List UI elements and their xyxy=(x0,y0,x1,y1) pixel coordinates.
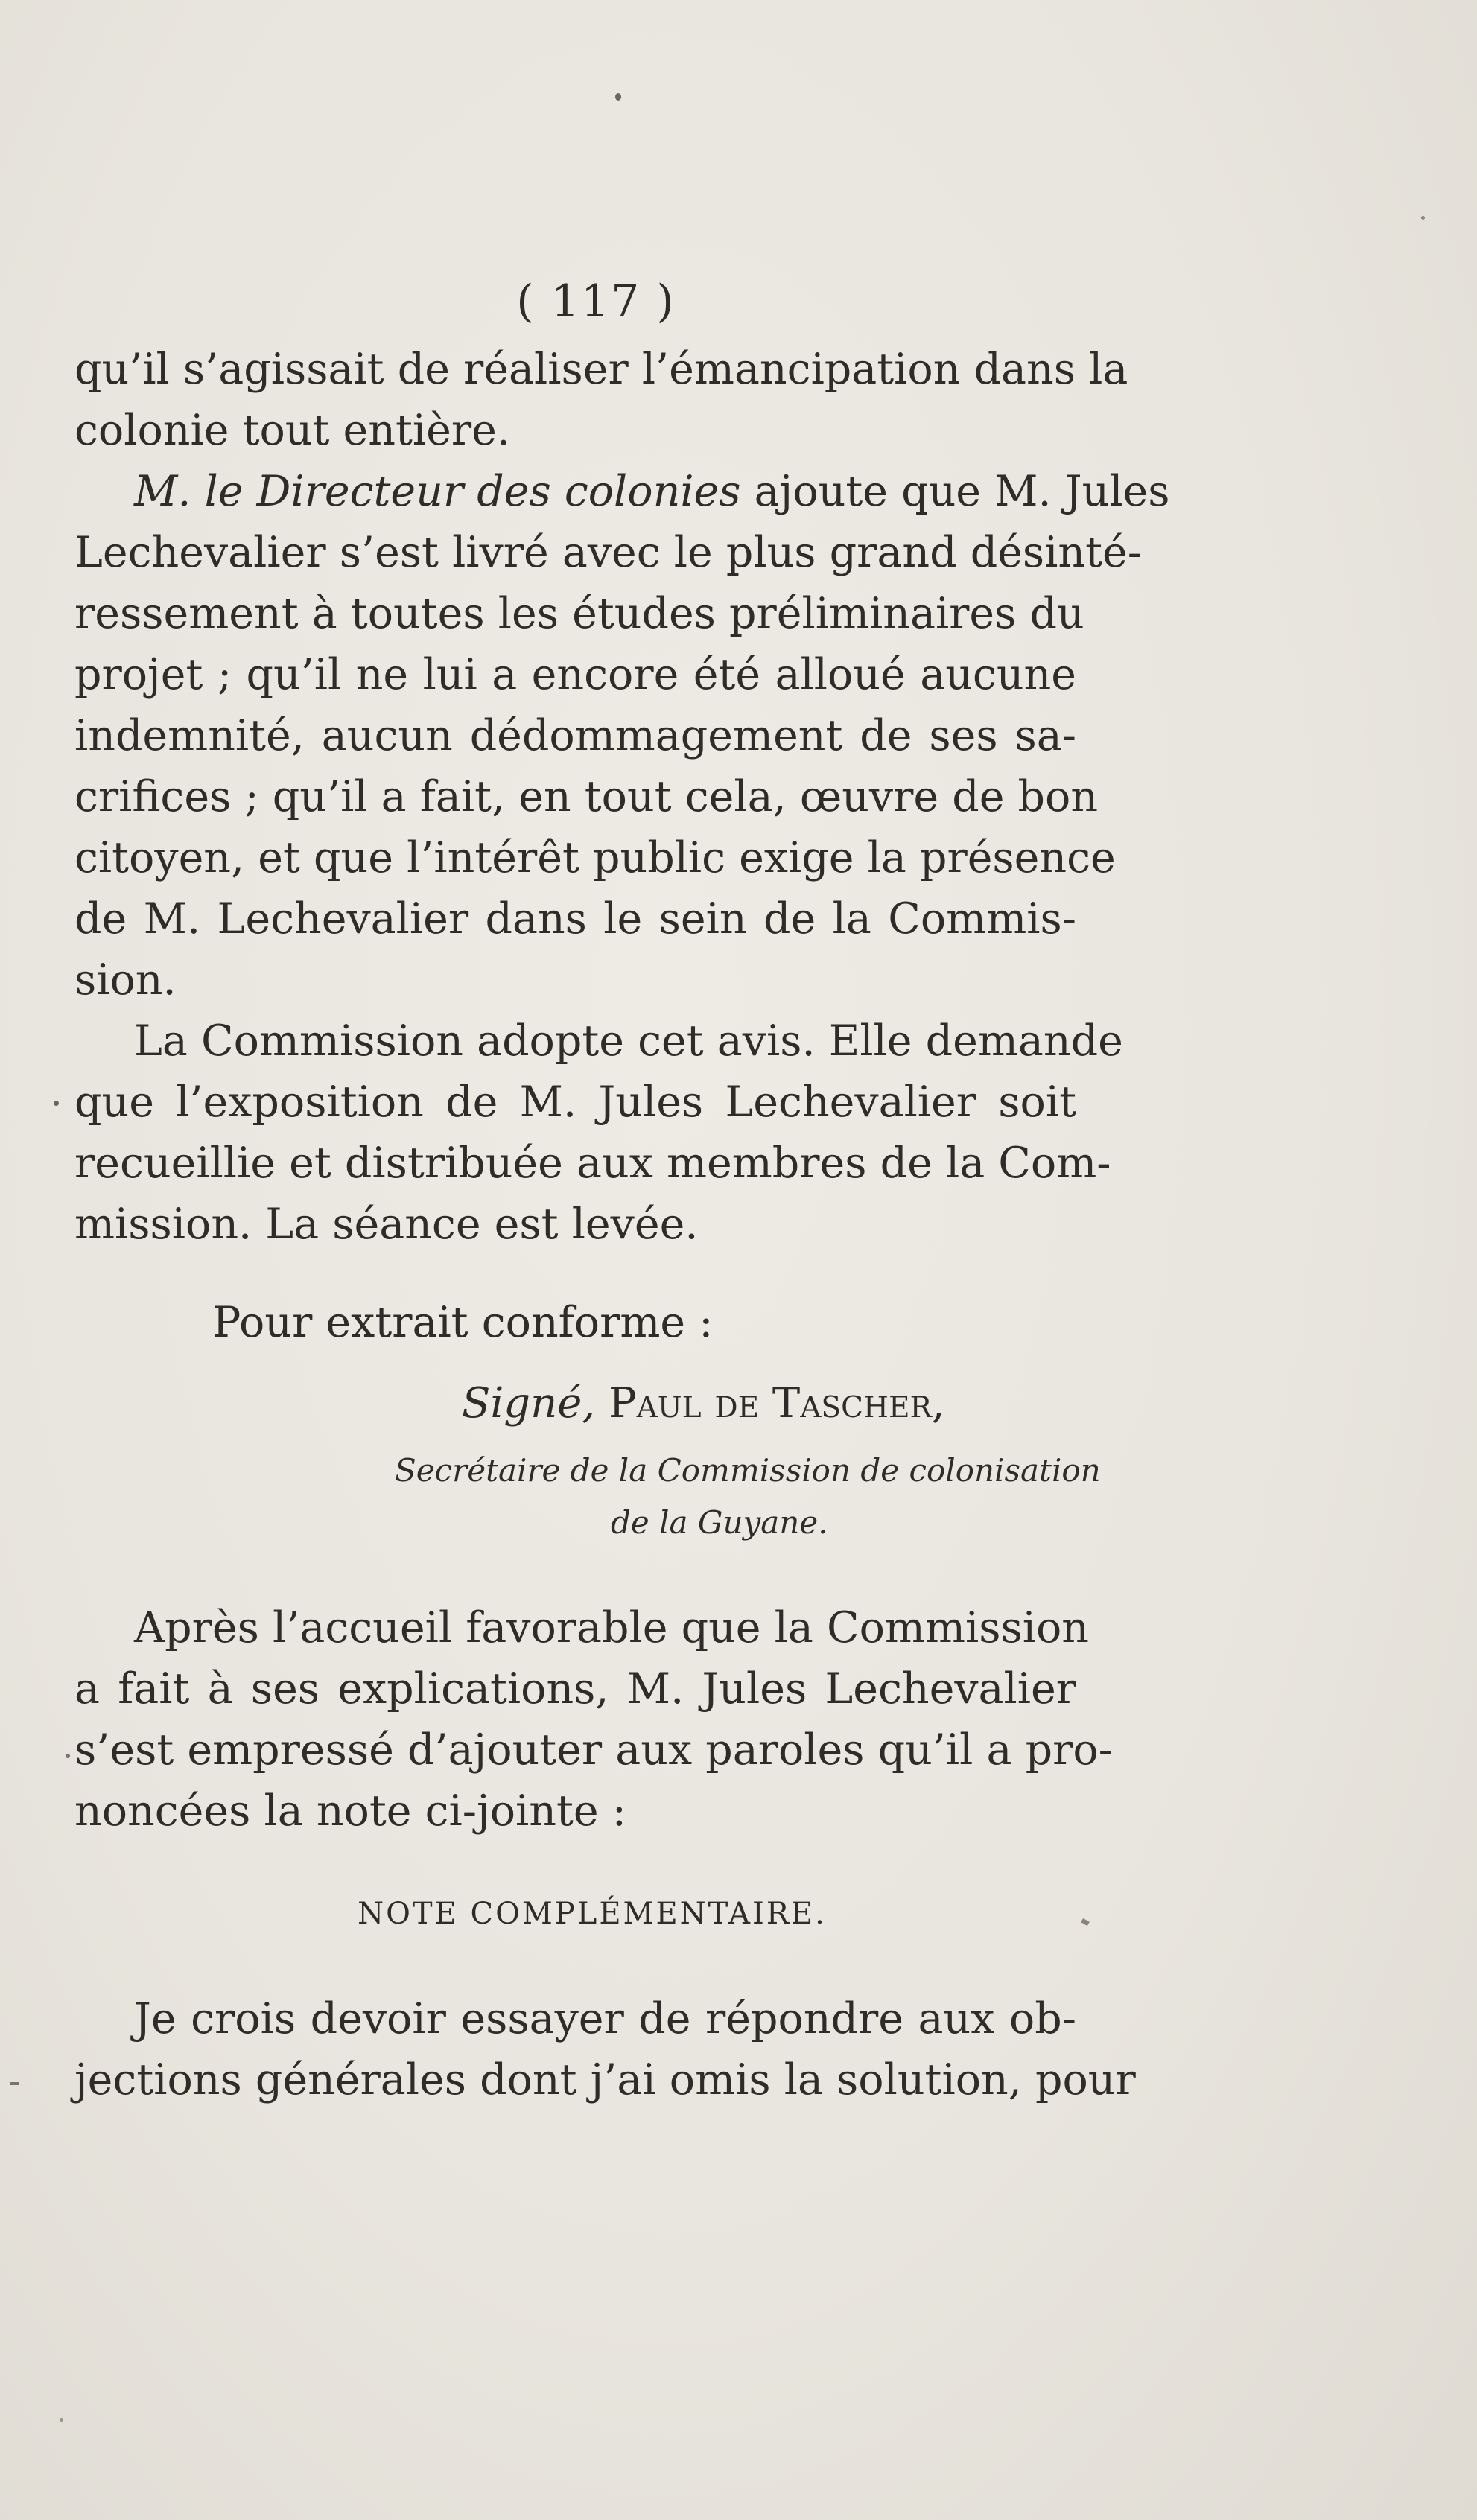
ink-speck xyxy=(615,93,621,101)
text-line: a fait à ses explications, M. Jules Lechevalier xyxy=(74,1664,1076,1714)
text-line: jections générales dont j’ai omis la solution, pour xyxy=(74,2055,1136,2104)
ink-speck xyxy=(1421,216,1425,220)
paragraph-3 xyxy=(74,1011,1123,1255)
text-line: qu’il s’agissait de réaliser l’émancipation dans la xyxy=(74,345,1128,394)
paragraph-2 xyxy=(74,461,1170,1011)
text-line: Lechevalier s’est livré avec le plus grand désinté- xyxy=(74,528,1143,577)
text-line: sion. xyxy=(74,955,177,1005)
text-line: crifices ; qu’il a fait, en tout cela, œuvre de bon xyxy=(74,772,1099,821)
ink-speck xyxy=(10,2082,19,2085)
text-span: ajoute que M. Jules xyxy=(740,467,1170,516)
signatory-name: Paul de Tascher, xyxy=(608,1379,945,1428)
signatory-title: Secrétaire de la Commission de colonisation xyxy=(395,1452,1101,1489)
text-line: s’est empressé d’ajouter aux paroles qu’il a pro- xyxy=(74,1725,1113,1775)
signed-label: Signé, xyxy=(462,1379,596,1428)
text-line: Après l’accueil favorable que la Commission xyxy=(134,1603,1089,1652)
director-reference: M. le Directeur des colonies xyxy=(134,467,741,516)
text-line: noncées la note ci-jointe : xyxy=(74,1786,626,1836)
paragraph-4 xyxy=(74,1597,1113,1842)
text-line xyxy=(74,461,1170,522)
text-line: indemnité, aucun dédommagement de ses sa- xyxy=(74,711,1076,760)
text-line: recueillie et distribuée aux membres de la Com- xyxy=(74,1139,1111,1188)
text-line: mission. La séance est levée. xyxy=(74,1200,699,1249)
text-line: citoyen, et que l’intérêt public exige la présence xyxy=(74,833,1116,882)
ink-speck xyxy=(54,1101,59,1106)
ink-speck xyxy=(66,1754,70,1758)
paragraph-5 xyxy=(74,1988,1136,2110)
signature-name xyxy=(462,1374,945,1434)
page-number: ( 117 ) xyxy=(516,276,676,328)
text-line: de M. Lechevalier dans le sein de la Commis- xyxy=(74,894,1076,944)
paragraph-1 xyxy=(74,339,1128,461)
ink-speck xyxy=(60,2418,63,2422)
text-line: La Commission adopte cet avis. Elle demande xyxy=(134,1016,1123,1066)
text-line: colonie tout entière. xyxy=(74,406,510,455)
text-line: projet ; qu’il ne lui a encore été alloué aucune xyxy=(74,650,1076,699)
text-line: ressement à toutes les études préliminaires du xyxy=(74,589,1084,638)
text-line: que l’exposition de M. Jules Lechevalier soit xyxy=(74,1078,1076,1127)
section-heading: NOTE COMPLÉMENTAIRE. xyxy=(358,1897,827,1931)
signature-intro: Pour extrait conforme : xyxy=(212,1298,714,1347)
signatory-title-continued: de la Guyane. xyxy=(611,1504,828,1541)
text-line: Je crois devoir essayer de répondre aux ob- xyxy=(134,1994,1076,2043)
